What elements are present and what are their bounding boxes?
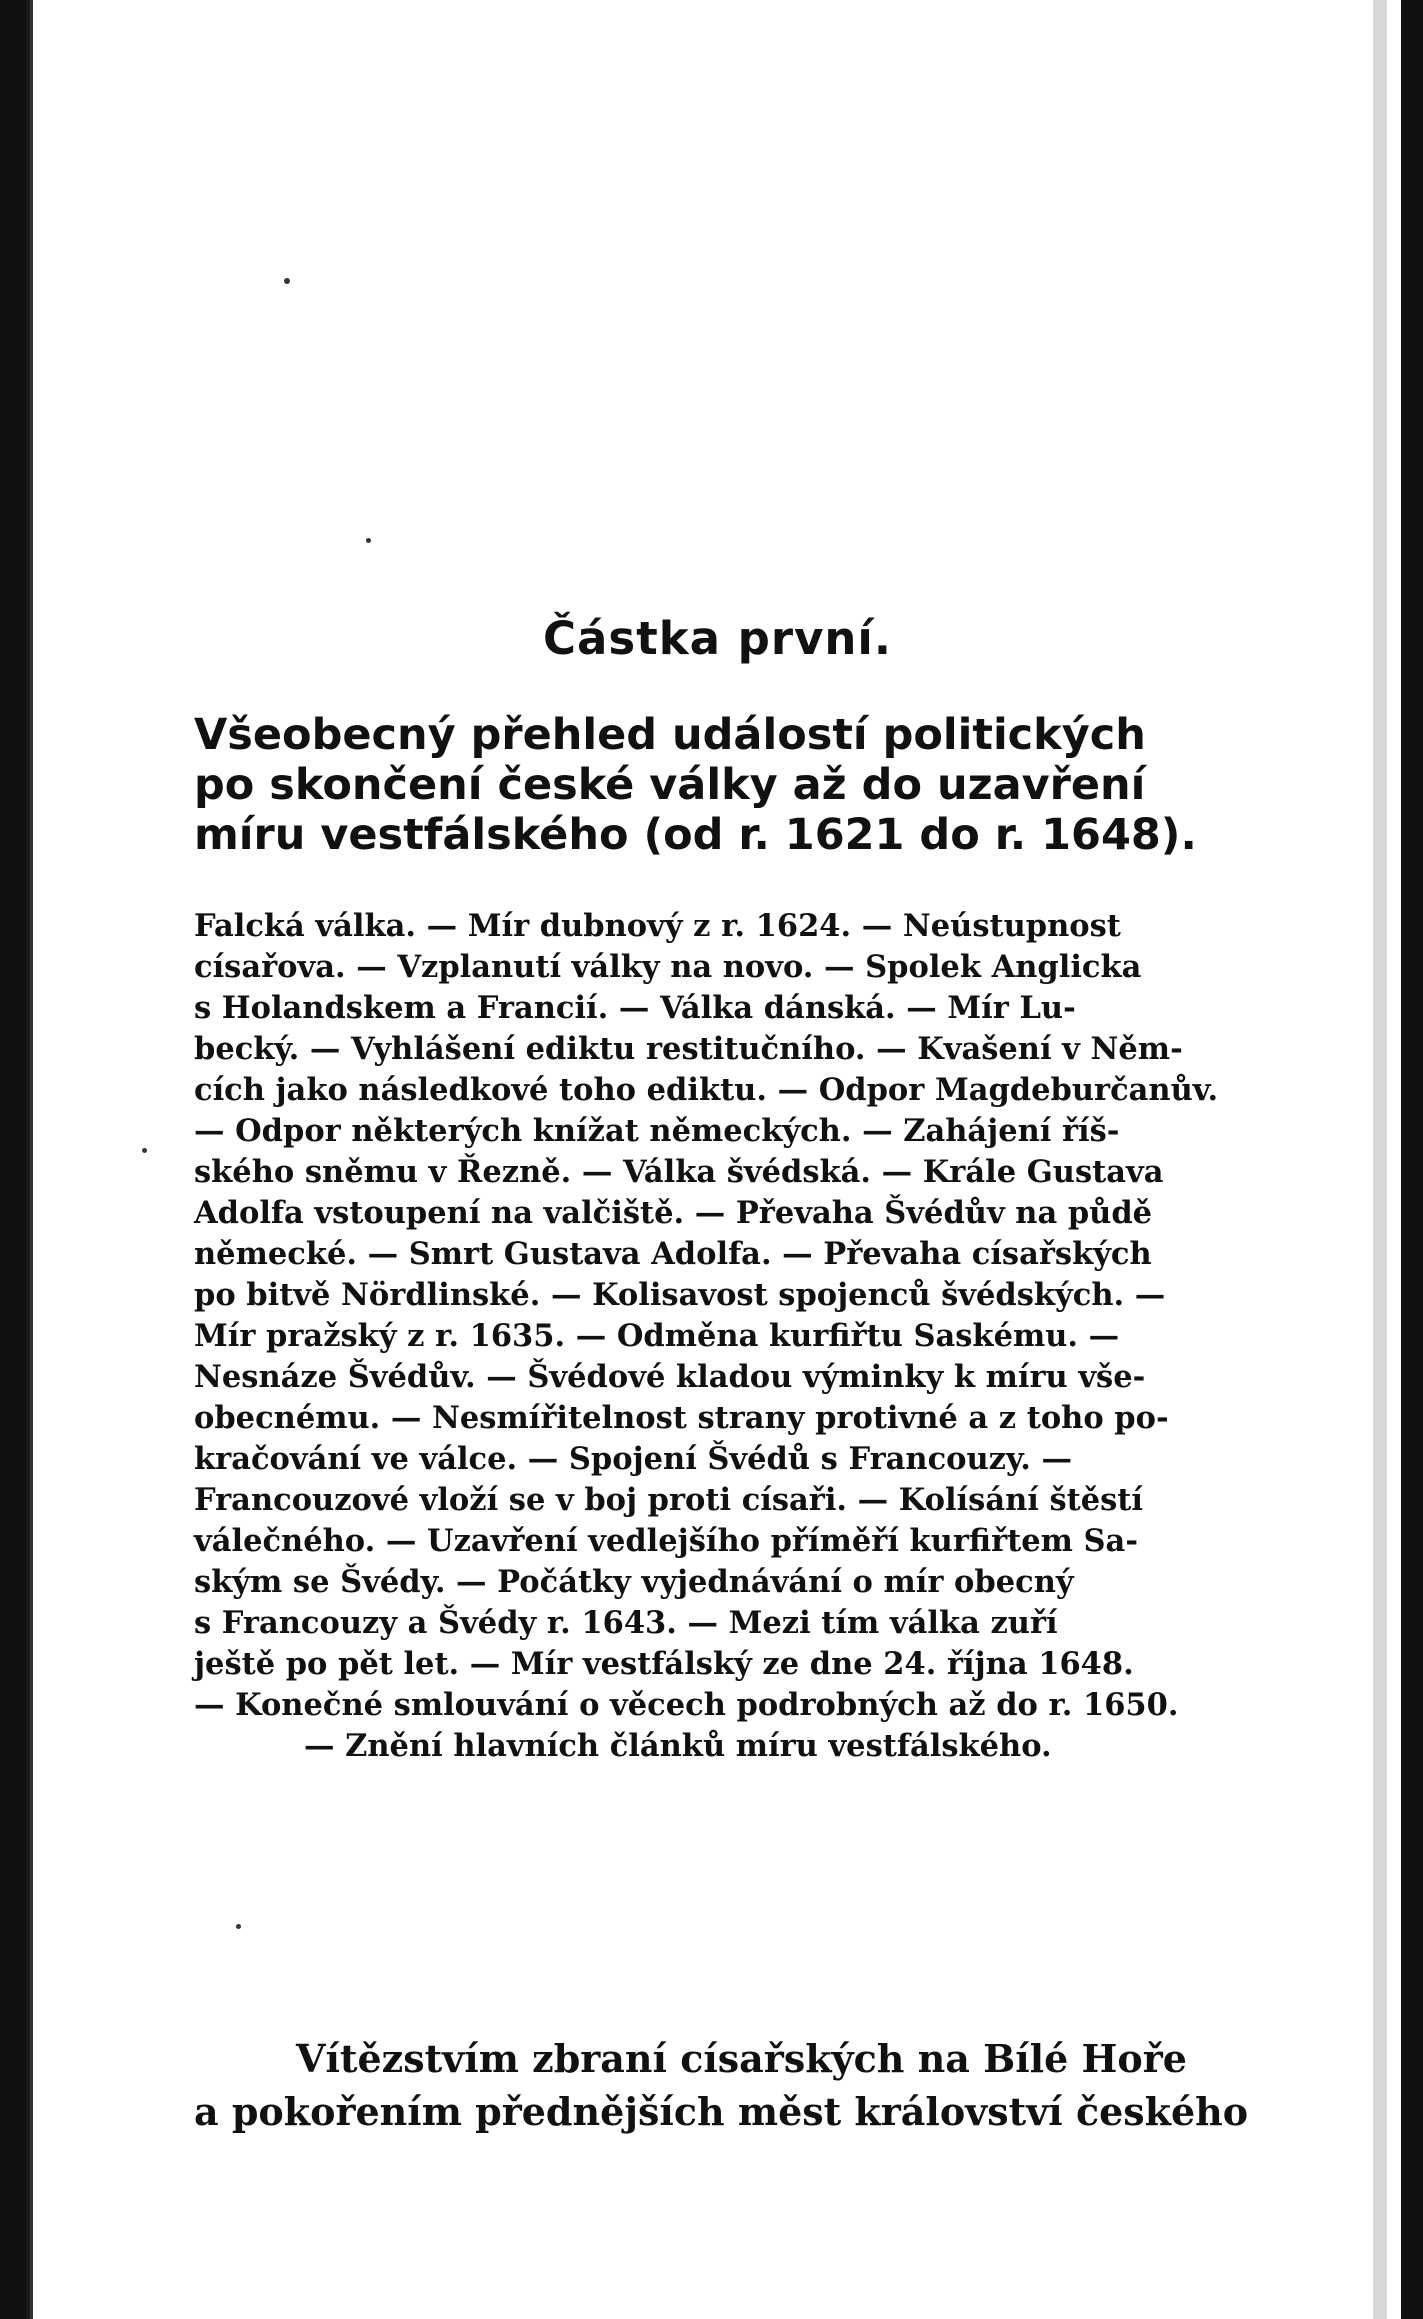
ink-speck bbox=[236, 1924, 241, 1929]
summary-line: válečného. — Uzavření vedlejšího příměří kurfiřtem Sa- bbox=[194, 1523, 1138, 1559]
summary-line: — Znění hlavních článků míru vestfálského. bbox=[304, 1728, 1052, 1764]
heading-line: míru vestfálského (od r. 1621 do r. 1648). bbox=[194, 810, 1197, 860]
body-line: a pokořením přednějších měst království českého bbox=[194, 2089, 1249, 2134]
summary-line: becký. — Vyhlášení ediktu restitučního. — Kvašení v Něm- bbox=[194, 1031, 1183, 1067]
body-line: Vítězstvím zbraní císařských na Bílé Hoře bbox=[296, 2036, 1187, 2081]
scan-edge bbox=[1373, 0, 1387, 2319]
binding-edge bbox=[30, 0, 33, 2319]
summary-line: ještě po pět let. — Mír vestfálský ze dne 24. října 1648. bbox=[194, 1646, 1134, 1682]
summary-line: Francouzové vloží se v boj proti císaři. — Kolísání štěstí bbox=[194, 1482, 1143, 1518]
ink-speck bbox=[366, 538, 371, 543]
summary-line: obecnému. — Nesmířitelnost strany protivné a z toho po- bbox=[194, 1400, 1169, 1436]
summary-line: cích jako následkové toho ediktu. — Odpor Magdeburčanův. bbox=[194, 1072, 1219, 1108]
chapter-heading bbox=[194, 710, 1344, 860]
summary-line: Nesnáze Švédův. — Švédové kladou výminky k míru vše- bbox=[194, 1359, 1146, 1395]
summary-line: s Holandskem a Francií. — Válka dánská. — Mír Lu- bbox=[194, 990, 1076, 1026]
summary-line: Falcká válka. — Mír dubnový z r. 1624. — Neústupnost bbox=[194, 908, 1121, 944]
summary-line: — Konečné smlouvání o věcech podrobných až do r. 1650. bbox=[194, 1687, 1179, 1723]
heading-line: po skončení české války až do uzavření bbox=[194, 760, 1146, 810]
summary-line: — Odpor některých knížat německých. — Zahájení říš- bbox=[194, 1113, 1120, 1149]
body-text bbox=[194, 2032, 1344, 2138]
summary-line: císařova. — Vzplanutí války na novo. — Spolek Anglicka bbox=[194, 949, 1142, 985]
summary-line: ským se Švédy. — Počátky vyjednávání o mír obecný bbox=[194, 1564, 1074, 1600]
heading-line: Všeobecný přehled událostí politických bbox=[194, 710, 1146, 760]
chapter-summary bbox=[194, 906, 1344, 1767]
summary-line: kračování ve válce. — Spojení Švédů s Francouzy. — bbox=[194, 1441, 1072, 1477]
summary-line: ského sněmu v Řezně. — Válka švédská. — Krále Gustava bbox=[194, 1154, 1164, 1190]
summary-line: Mír pražský z r. 1635. — Odměna kurfiřtu Saskému. — bbox=[194, 1318, 1120, 1354]
page bbox=[26, 0, 1401, 2319]
ink-speck bbox=[284, 278, 290, 284]
summary-line: s Francouzy a Švédy r. 1643. — Mezi tím válka zuří bbox=[194, 1605, 1058, 1641]
summary-line: německé. — Smrt Gustava Adolfa. — Převaha císařských bbox=[194, 1236, 1152, 1272]
summary-line: Adolfa vstoupení na valčiště. — Převaha Švédův na půdě bbox=[194, 1195, 1153, 1231]
chapter-title: Částka první. bbox=[543, 612, 892, 665]
summary-line: po bitvě Nördlinské. — Kolisavost spojenců švédských. — bbox=[194, 1277, 1166, 1313]
ink-speck bbox=[142, 1148, 147, 1153]
